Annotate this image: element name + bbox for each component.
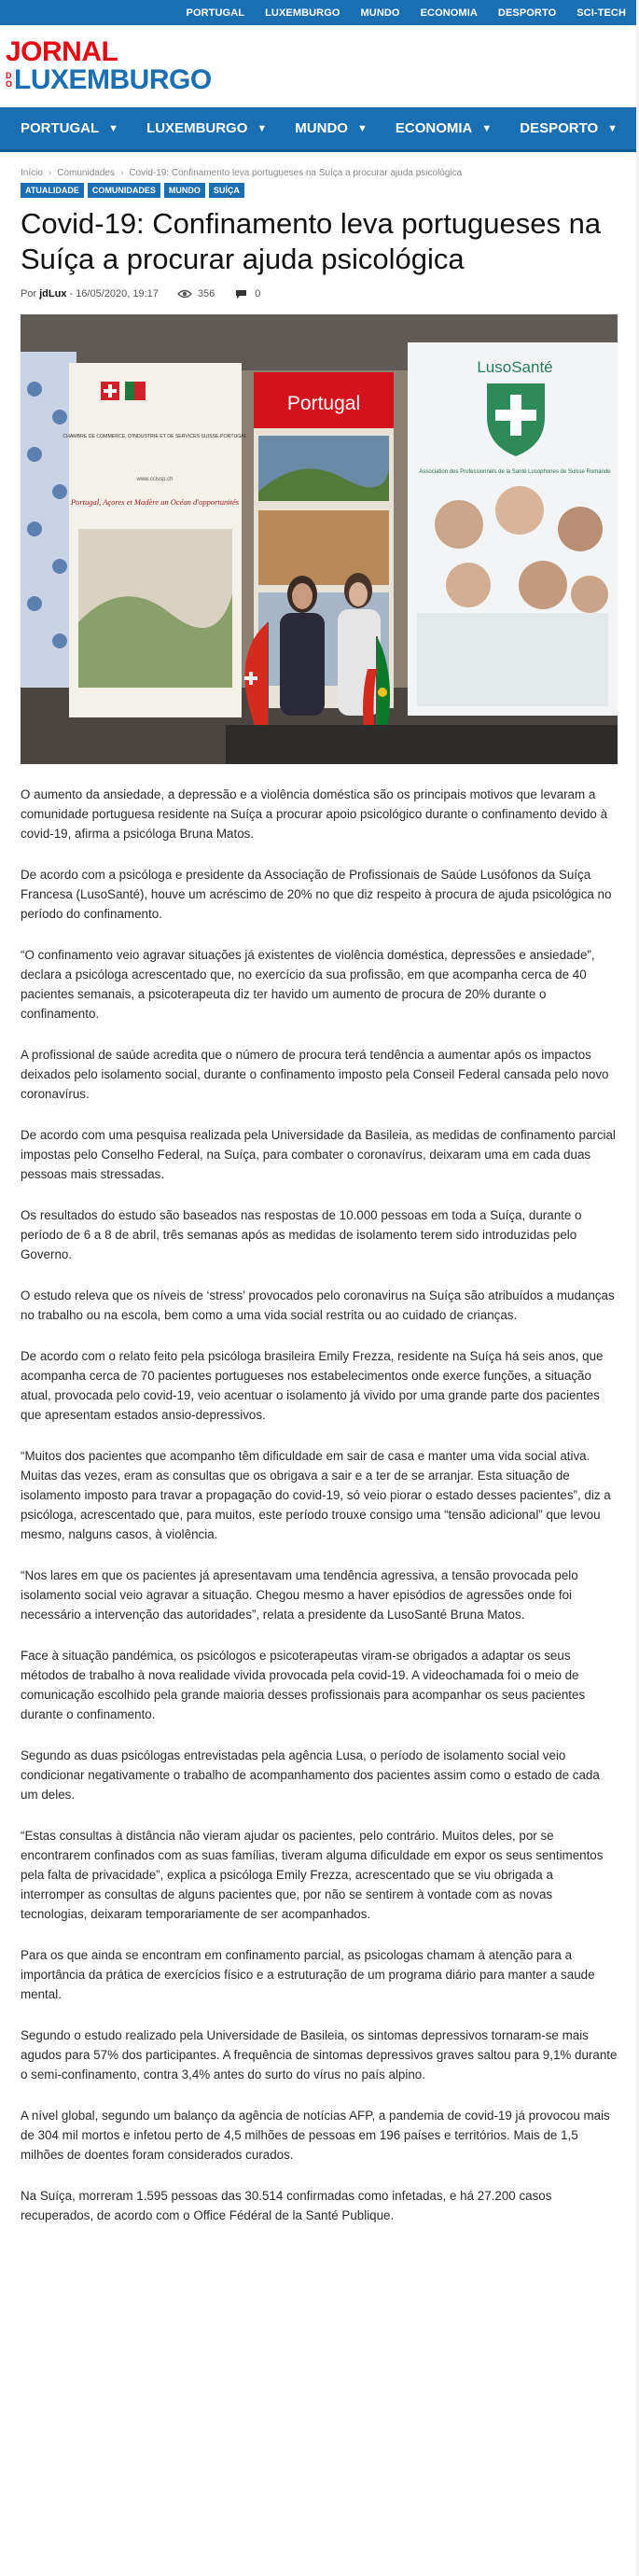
logo-bottom-text: LUXEMBURGO xyxy=(14,64,212,95)
article-paragraph: “Muitos dos pacientes que acompanho têm dificuldade em sair de casa e manter uma vida social ativa. Muitas das vezes, eram as consultas que os obrigava a sair e a ter de se arranjar. Esta situação de isolamento imposto para travar a propagação do covid-19, só veio piorar o estado desses pacientes”, diz a psicóloga, acrescentado que, para muitos, este período trouxe consigo uma “tensão adicional” que levou mesmo, nalguns casos, à violência. xyxy=(21,1449,611,1541)
article-container xyxy=(0,168,639,2225)
category-tags xyxy=(21,183,618,198)
banner-right-title: LusoSanté xyxy=(477,358,553,376)
tag-mundo[interactable]: MUNDO xyxy=(164,183,205,198)
article-paragraph: Segundo as duas psicólogas entrevistadas pela agência Lusa, o período de isolamento social veio condicionar negativamente o trabalho de acompanhamento dos pacientes assim como o estado de cada um deles. xyxy=(21,1748,600,1802)
nav-label: MUNDO xyxy=(295,120,348,136)
banner-mid-title: Portugal xyxy=(286,393,361,414)
top-link-luxemburgo[interactable]: LUXEMBURGO xyxy=(265,7,340,19)
tag-suica[interactable]: SUÍÇA xyxy=(209,183,244,198)
top-link-economia[interactable]: ECONOMIA xyxy=(420,7,478,19)
breadcrumb xyxy=(21,168,618,178)
nav-label: LUXEMBURGO xyxy=(146,120,248,136)
top-link-sci-tech[interactable]: SCI-TECH xyxy=(576,7,626,19)
nav-item-mundo[interactable] xyxy=(295,120,368,136)
top-link-desporto[interactable]: DESPORTO xyxy=(497,7,557,19)
site-logo[interactable] xyxy=(6,38,212,94)
brand-header xyxy=(0,25,639,107)
banner-left-url: www.ccissp.ch xyxy=(136,477,174,482)
main-nav xyxy=(0,107,639,152)
article-paragraph: A nível global, segundo um balanço da agência de notícias AFP, a pandemia de covid-19 já provocou mais de 304 mil mortos e infetou perto de 4,5 milhões de pessoas em 196 países e territórios. Mais de 1,5 milhões de doentes foram considerados curados. xyxy=(21,2109,610,2162)
chevron-down-icon: ▼ xyxy=(108,122,119,134)
article-paragraph: “O confinamento veio agravar situações já existentes de violência doméstica, depressões e ansiedade”, declara a psicóloga acrescentado que, no exercício da sua profissão, em que acompanha cerca de 40 pacientes semanais, a psicoterapeuta diz ter havido um aumento de procura de 20% durante o confinamento. xyxy=(21,948,595,1021)
article-paragraph: De acordo com a psicóloga e presidente da Associação de Profissionais de Saúde Lusófonos da Suíça Francesa (LusoSanté), houve um acréscimo de 20% no que diz respeito à procura de ajuda psicológica no período do confinamento. xyxy=(21,868,612,921)
chevron-down-icon: ▼ xyxy=(481,122,493,134)
article-paragraph: “Nos lares em que os pacientes já apresentavam uma tendência agressiva, a tensão provocada pelo isolamento social veio agravar a situação. Chegou mesmo a haver episódios de agressões onde foi necessário a intervenção das autoridades”, relata a presidente da LusoSanté Bruna Matos. xyxy=(21,1568,578,1622)
nav-item-economia[interactable] xyxy=(396,120,492,136)
comments-count: 0 xyxy=(255,288,261,299)
article-paragraph: Os resultados do estudo são baseados nas respostas de 10.000 pessoas em toda a Suíça, durante o período de 6 a 8 de abril, três semanas após as medidas de isolamento terem sido introduzidas pelo Governo. xyxy=(21,1208,582,1261)
article-paragraph: De acordo com o relato feito pela psicóloga brasileira Emily Frezza, residente na Suíça há seis anos, que acompanha cerca de 70 pacientes portugueses nos estabelecimentos onde exerce funções, a situação atual, provocada pelo covid-19, veio acentuar o isolamento já vivido por uma grande parte dos pacientes que apresentam estados ansio-depressivos. xyxy=(21,1349,604,1422)
hero-illustration xyxy=(21,314,618,764)
breadcrumb-comunidades[interactable]: Comunidades xyxy=(57,168,115,178)
article-body xyxy=(21,785,618,2225)
comments-counter[interactable] xyxy=(235,288,260,299)
nav-label: PORTUGAL xyxy=(21,120,100,136)
breadcrumb-home[interactable]: Início xyxy=(21,168,43,178)
breadcrumb-current: Covid-19: Confinamento leva portugueses na Suíça a procurar ajuda psicológica xyxy=(129,168,463,178)
article-paragraph: De acordo com uma pesquisa realizada pela Universidade da Basileia, as medidas de confinamento parcial impostas pelo Conselho Federal, na Suíça, para combater o coronavírus, deixaram uma em cada duas pessoas mais stressadas. xyxy=(21,1128,616,1181)
views-count: 356 xyxy=(197,288,215,299)
article-paragraph: Para os que ainda se encontram em confinamento parcial, as psicologas chamam à atenção para a importância da prática de exercícios físico e a estruturação de um programa diário para manter a saude mental. xyxy=(21,1948,595,2001)
article-paragraph: Face à situação pandémica, os psicólogos e psicoterapeutas viram-se obrigados a adaptar os seus métodos de trabalho à nova realidade vivida provocada pela covid-19. A videochamada foi o meio de comunicação escolhido pela grande maioria desses profissionais para acompanhar os seus pacientes durante o confinamento. xyxy=(21,1649,586,1721)
top-link-mundo[interactable]: MUNDO xyxy=(360,7,400,19)
eye-icon xyxy=(177,289,192,299)
chevron-down-icon: ▼ xyxy=(356,122,368,134)
banner-right-subtitle: Association des Professionnels de la Santé Lusophones de Suisse Romande xyxy=(419,469,611,475)
logo-do-text: D O xyxy=(6,71,13,89)
nav-item-portugal[interactable] xyxy=(21,120,118,136)
article-paragraph: A profissional de saúde acredita que o número de procura terá tendência a aumentar após os impactos deixados pelo isolamento social, durante o confinamento imposto pela Conseil Federal cansada pelo novo coronavírus. xyxy=(21,1048,609,1101)
top-bar xyxy=(0,0,639,25)
article-paragraph: Na Suíça, morreram 1.595 pessoas das 30.514 confirmadas como infetadas, e há 27.200 casos recuperados, de acordo com o Office Fédéral de la Santé Publique. xyxy=(21,2189,552,2222)
article-paragraph: O aumento da ansiedade, a depressão e a violência doméstica são os principais motivos que levaram a comunidade portuguesa residente na Suíça a procurar apoio psicológico durante o confinamento devido à covid-19, afirma a psicóloga Bruna Matos. xyxy=(21,787,608,841)
banner-left-slogan: Portugal, Açores et Madère un Océan d'opportunités xyxy=(70,497,240,507)
chevron-down-icon: ▼ xyxy=(607,122,618,134)
nav-label: DESPORTO xyxy=(520,120,599,136)
article-title: Covid-19: Confinamento leva portugueses na Suíça a procurar ajuda psicológica xyxy=(21,207,602,275)
tag-atualidade[interactable]: ATUALIDADE xyxy=(21,183,84,198)
author-link[interactable]: jdLux xyxy=(39,288,67,299)
nav-label: ECONOMIA xyxy=(395,120,473,136)
chevron-down-icon: ▼ xyxy=(257,122,268,134)
comment-icon xyxy=(235,289,247,299)
tag-comunidades[interactable]: COMUNIDADES xyxy=(88,183,160,198)
nav-item-luxemburgo[interactable] xyxy=(146,120,267,136)
top-link-portugal[interactable]: PORTUGAL xyxy=(186,7,245,19)
breadcrumb-separator-icon: › xyxy=(48,168,52,178)
logo-top-text: JORNAL xyxy=(6,36,118,67)
article-paragraph: Segundo o estudo realizado pela Universidade de Basileia, os sintomas depressivos tornaram-se mais agudos para 57% dos participantes. A frequência de sintomas depressivos graves saltou para 9,1% durante o semi-confinamento, contra 3,4% antes do surto do vírus no país alpino. xyxy=(21,2028,618,2082)
publish-date: - 16/05/2020, 19:17 xyxy=(69,288,159,299)
breadcrumb-separator-icon: › xyxy=(119,168,124,178)
article-meta xyxy=(21,288,618,299)
article-paragraph: O estudo releva que os níveis de ‘stress’ provocados pelo coronavirus na Suíça são atribuídos a mudanças no trabalho ou na escola, bem como a uma vida social restrita ou ao cuidado de crianças. xyxy=(21,1288,615,1322)
nav-item-desporto[interactable] xyxy=(520,120,618,136)
article-hero-image xyxy=(21,314,618,764)
by-label: Por xyxy=(21,288,37,299)
views-counter xyxy=(177,288,215,299)
banner-left-title: CHAMBRE DE COMMERCE, D'INDUSTRIE ET DE SERVICES SUISSE-PORTUGAL xyxy=(63,434,247,439)
article-paragraph: “Estas consultas à distância não vieram ajudar os pacientes, pelo contrário. Muitos deles, por se encontrarem confinados com as suas famílias, tiveram alguma dificuldade em expor os seus sentimentos pela falta de privacidade”, explica a psicóloga Emily Frezza, acrescentado que se viu obrigada a interromper as consultas de alguns pacientes que, por não se sentirem à vontade com as novas tecnologias, deixaram temporariamente de ser acompanhados. xyxy=(21,1829,604,1921)
